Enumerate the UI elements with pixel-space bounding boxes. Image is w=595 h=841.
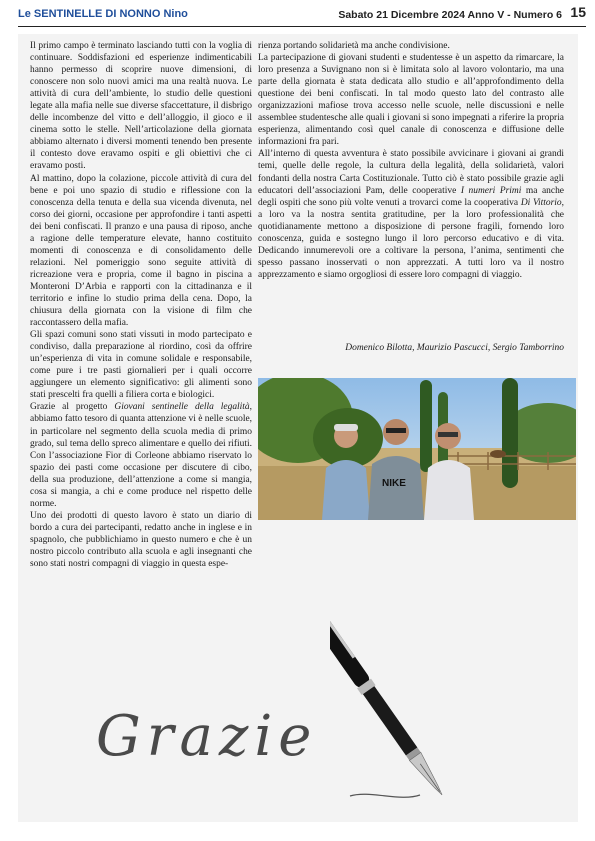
- paragraph: [258, 148, 564, 281]
- text-run: , a loro va la nostra sentita gratitudine, per la loro professionalità che quotidianamente mettono a disposizione di persone fragili, fornendo loro conoscenza, guida e sostegno lungo il loro percorso educativo e di vita. Dedicando innumerevoli ore a coltivare la persona, l’anima, sentimenti che spesso passano inosservati o non apprezzati. A tutti loro va il nostro apprezzamento e siamo orgogliosi di essere loro compagni di viaggio.: [258, 197, 564, 280]
- shirt-text: NIKE: [382, 478, 406, 489]
- page-header: [18, 6, 586, 27]
- text-run: ma anche degli ospiti che sono più volte venuti a trovarci come la cooperativa: [258, 185, 564, 208]
- project-title: Giovani sentinelle della legalità: [114, 402, 250, 413]
- article-authors: Domenico Bilotta, Maurizio Pascucci, Sergio Tamborrino: [345, 343, 564, 353]
- paragraph: Uno dei prodotti di questo lavoro è stato un diario di bordo a cura dei partecipanti, redatto anche in inglese e in spagnolo, che pubblichiamo in questo numero e che è un nostro piccolo contributo alla scuola e agli insegnanti che sono stati nostri compagni di viaggio in questa espe-: [30, 510, 252, 570]
- paragraph: Al mattino, dopo la colazione, piccole attività di cura del bene e poi uno spazio di studio e riflessione con la conoscenza della tenuta e della sua vicenda divenuta, nel corso dei giorni, occasione per approfondire i tanti aspetti dei beni confiscati. Il pranzo e una pausa di riposo, anche a ragione delle temperature elevate, hanno costituito momenti di conoscenza e di consolidamento delle relazioni. Nel pomeriggio sono seguite attività di ricreazione vera e propria, come il bagno in piscina a Monteroni D’Arbia e rapporti con la cittadinanza e il territorio e infine lo studio prima della cena. Dopo, la chiusura della giornata con la visione di film che raccontassero della mafia.: [30, 173, 252, 329]
- fountain-pen-icon: [330, 540, 550, 800]
- cooperative-name: Di Vittorio: [520, 197, 562, 208]
- article-column-left: [30, 40, 252, 570]
- text-run: , abbiamo fatto tesoro di quanta attenzione vi è nelle scuole, in particolare nel segmento della scuola media di primo grado, sul tema dello spreco alimentare e quello dei rifiuti. Con l’associazione Fior di Corleone abbiamo riservato lo spazio dei pasti come occasione per discutere di cibo, della sua produzione, dell’attenzione a come si mangia, cosa si mangia, a chi e come produce nel rispetto delle norme.: [30, 402, 252, 509]
- issue-info: Sabato 21 Dicembre 2024 Anno V - Numero 6: [338, 9, 562, 21]
- text-run: Grazie al progetto: [30, 402, 115, 413]
- masthead-title: Le SENTINELLE DI NONNO Nino: [18, 8, 188, 20]
- page-number: 15: [570, 4, 586, 20]
- paragraph: Gli spazi comuni sono stati vissuti in modo partecipato e condiviso, dalla preparazione al riordino, così da offrire un’esperienza di vita in comune solidale e responsabile, come pure i tre pasti giornalieri per i quali occorre aggiungere un elemento significativo: gli alimenti sono stati prescelti fra quelli a filiera corta e biologici.: [30, 330, 252, 401]
- article-column-right: [258, 40, 564, 281]
- paragraph: La partecipazione di giovani studenti e studentesse è un aspetto da rimarcare, la loro presenza a Suvignano non si è limitata solo al lavoro volontario, ma una parte della giornata è stata dedicata allo studio e all’approfondimento della questione dei beni confiscati. In tal modo questo lato del contrasto alle organizzazioni mafiose trova accesso nelle scuole, nelle discussioni e nelle assemblee studentesche alle quali i giovani si sono impegnati a riferire la propria esperienza, alimentando così quel canale di conoscenza e diffusione delle informazioni fra pari.: [258, 53, 564, 148]
- paragraph: [30, 401, 252, 509]
- cooperative-name: I numeri Primi: [460, 185, 522, 196]
- photo-illustration: [258, 378, 576, 520]
- text-run: All’interno di questa avventura è stato possibile avvicinare i giovani ai grandi temi, quelle delle regole, la cultura della legalità, della solidarietà, valori fondanti della nostra Carta Costituzionale. Tutto ciò è stato possibile grazie agli educatori dell’associazioni Pam, delle cooperative: [258, 149, 564, 196]
- paragraph: Il primo campo è terminato lasciando tutti con la voglia di continuare. Soddisfazioni ed esperienze indimenticabili hanno permesso di scoprire nuove dimensioni, di conoscere non solo nuovi amici ma una realtà nuova. Le attività di cura dell’ambiente, lo studio delle questioni legate alla mafia nelle sue diverse sfaccettature, il disbrigo delle incombenze del vitto e dell’alloggio, il gioco e il cinema sotto le stelle. Nell’articolazione della giornata abbiamo alternato i diversi momenti tenendo ben presente il contesto dove eravamo ospiti e gli obiettivi che ci eravamo posti.: [30, 41, 252, 172]
- grazie-signature: Grazie: [96, 704, 318, 769]
- paragraph: rienza portando solidarietà ma anche condivisione.: [258, 41, 450, 51]
- group-photo: [258, 378, 576, 520]
